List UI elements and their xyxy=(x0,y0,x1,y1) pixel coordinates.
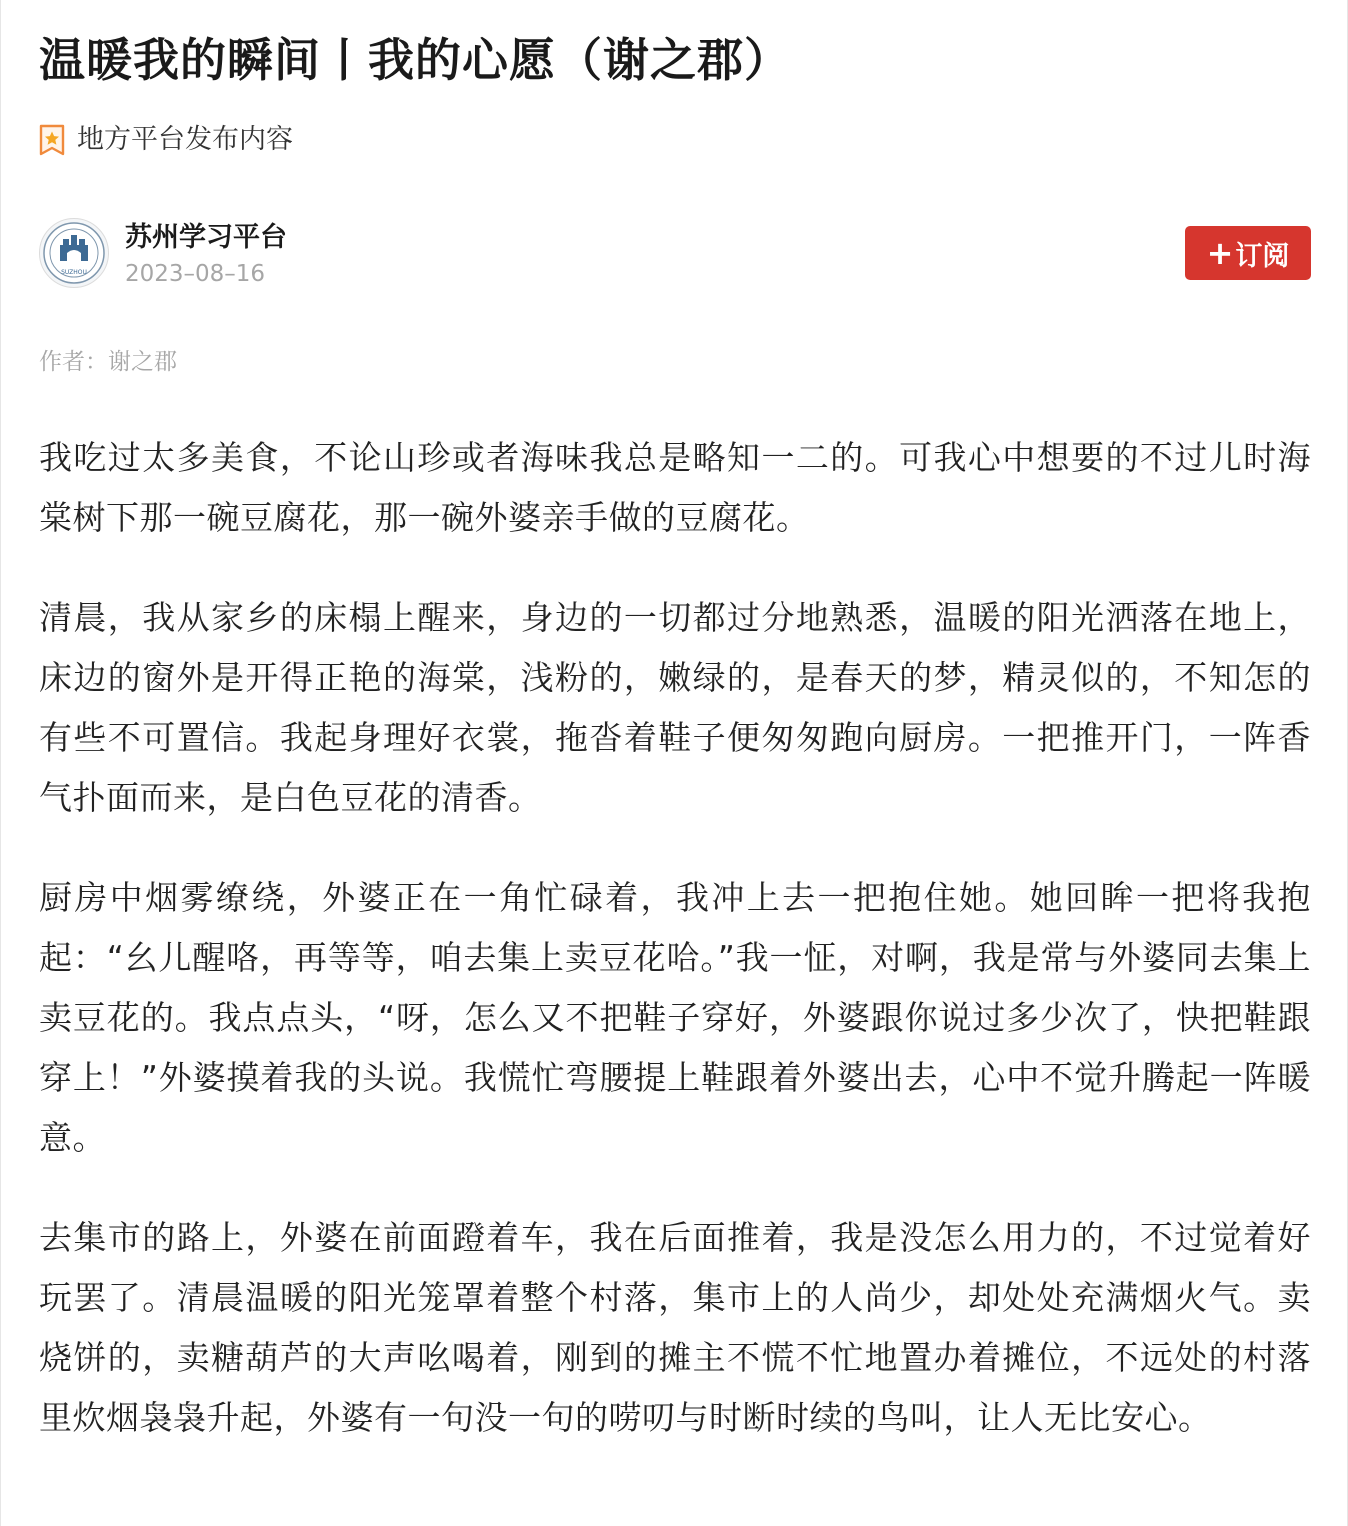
publisher-row xyxy=(39,216,1311,290)
article-body xyxy=(39,428,1311,1488)
article-title: 温暖我的瞬间丨我的心愿（谢之郡） xyxy=(39,33,791,87)
source-tag xyxy=(39,122,293,158)
article-paragraph: 清晨，我从家乡的床榻上醒来，身边的一切都过分地熟悉，温暖的阳光洒落在地上，床边的窗外是开得正艳的海棠，浅粉的，嫩绿的，是春天的梦，精灵似的，不知怎的有些不可置信。我起身理好衣裳，拖沓着鞋子便匆匆跑向厨房。一把推开门，一阵香气扑面而来，是白色豆花的清香。 xyxy=(39,598,1311,817)
author-line: 作者：谢之郡 xyxy=(39,349,177,375)
subscribe-label: 订阅 xyxy=(1235,240,1290,272)
article-paragraph: 厨房中烟雾缭绕，外婆正在一角忙碌着，我冲上去一把抱住她。她回眸一把将我抱起：“幺儿醒咯，再等等，咱去集上卖豆花哈。”我一怔，对啊，我是常与外婆同去集上卖豆花的。我点点头，“呀，怎么又不把鞋子穿好，外婆跟你说过多少次了，快把鞋跟穿上！”外婆摸着我的头说。我慌忙弯腰提上鞋跟着外婆出去，心中不觉升腾起一阵暖意。 xyxy=(39,878,1311,1157)
article-paragraph: 我吃过太多美食，不论山珍或者海味我总是略知一二的。可我心中想要的不过儿时海棠树下那一碗豆腐花，那一碗外婆亲手做的豆腐花。 xyxy=(39,438,1311,537)
source-tag-label: 地方平台发布内容 xyxy=(77,124,293,155)
subscribe-button[interactable] xyxy=(1185,226,1311,280)
publisher-name[interactable]: 苏州学习平台 xyxy=(125,222,287,253)
publisher-avatar[interactable] xyxy=(39,218,109,288)
suzhou-logo-icon xyxy=(40,219,108,287)
publish-date: 2023–08–16 xyxy=(125,261,266,287)
svg-text:SUZHOU: SUZHOU xyxy=(61,269,87,276)
plus-icon: + xyxy=(1206,234,1234,272)
star-badge-icon xyxy=(39,124,65,156)
article-paragraph: 去集市的路上，外婆在前面蹬着车，我在后面推着，我是没怎么用力的，不过觉着好玩罢了。清晨温暖的阳光笼罩着整个村落，集市上的人尚少，却处处充满烟火气。卖烧饼的，卖糖葫芦的大声吆喝着，刚到的摊主不慌不忙地置办着摊位，不远处的村落里炊烟袅袅升起，外婆有一句没一句的唠叨与时断时续的鸟叫，让人无比安心。 xyxy=(39,1218,1311,1437)
